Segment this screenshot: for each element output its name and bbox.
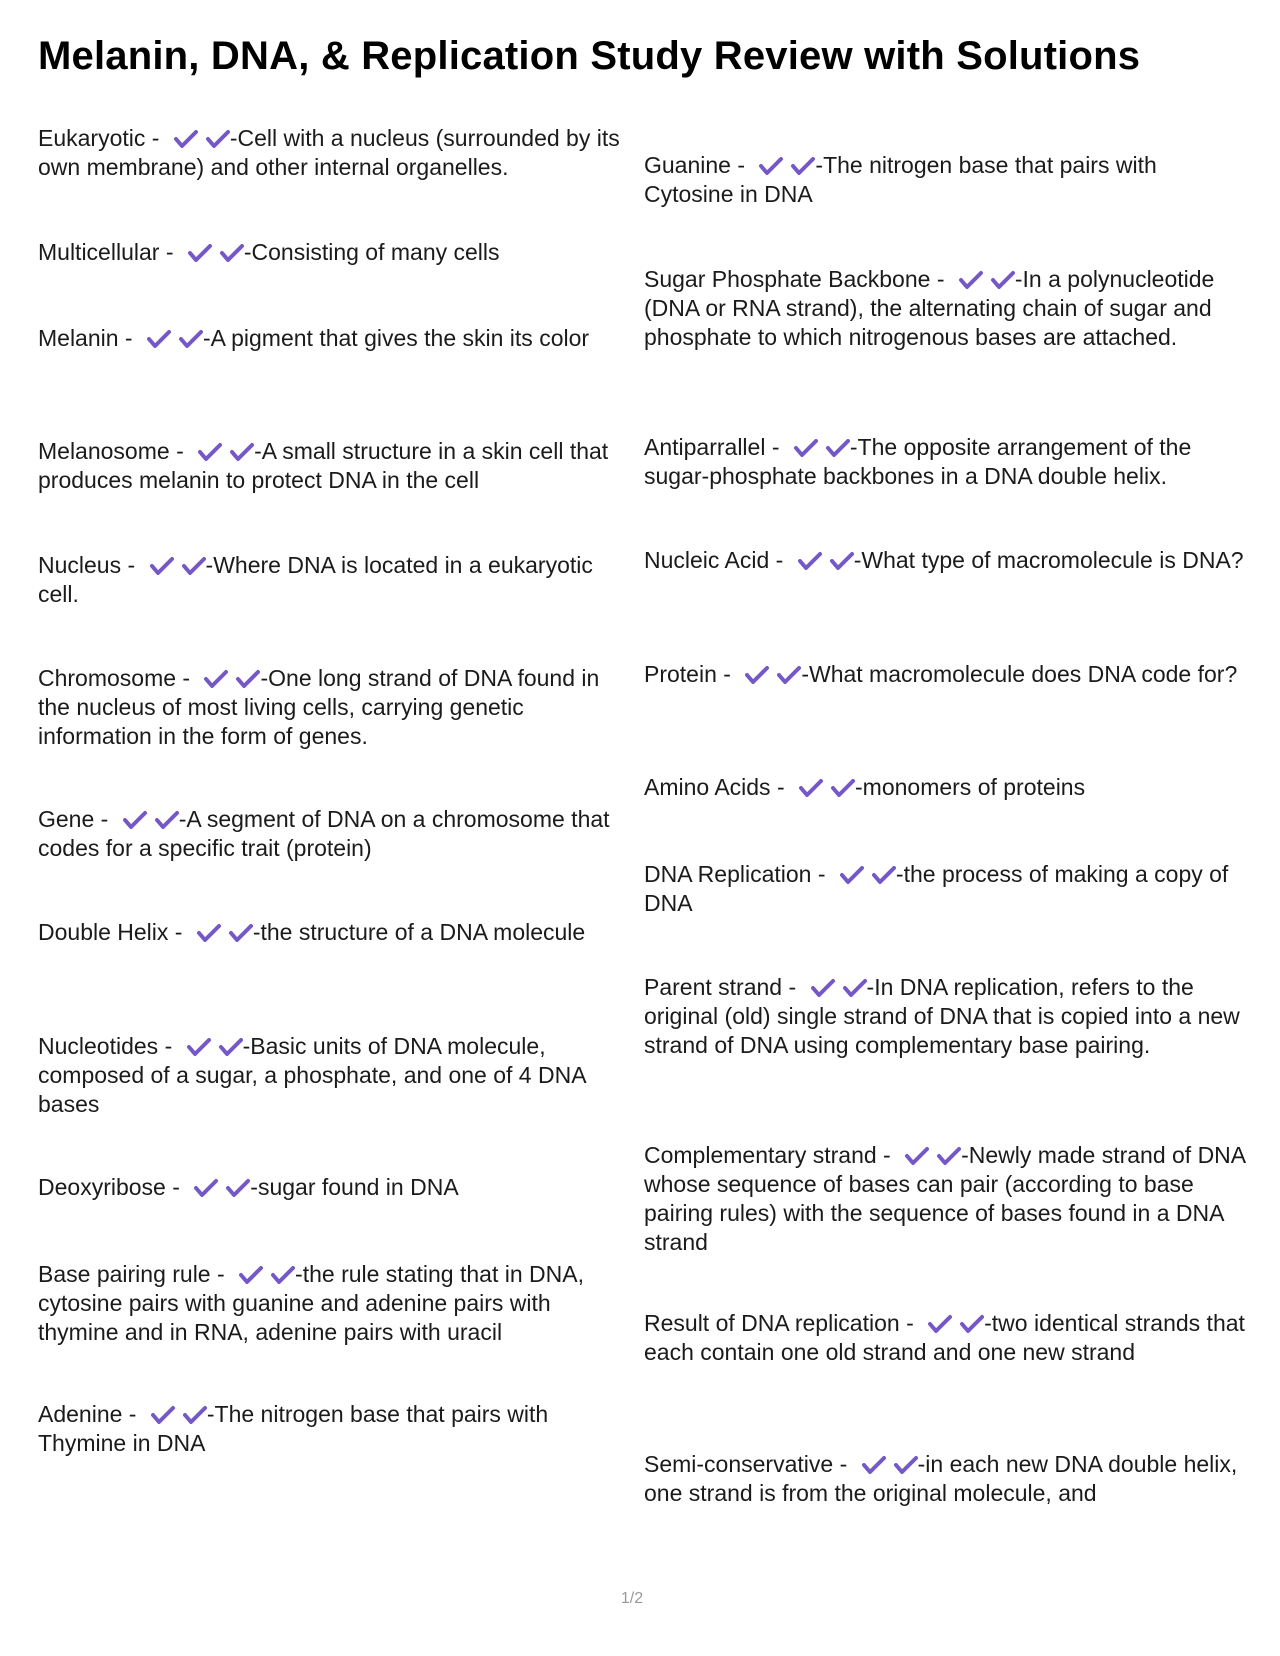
double-checkmark-icon (194, 1178, 250, 1198)
list-item (38, 551, 628, 609)
double-checkmark-icon (745, 665, 801, 685)
definition: -Consisting of many cells (243, 239, 500, 265)
definition: -Newly made strand of DNA whose sequence of bases can pair (according to base pairing rules) with the sequence of bases found in a DNA strand (644, 1142, 1245, 1255)
definition: -Cell with a nucleus (surrounded by its own membrane) and other internal organelles. (38, 125, 620, 180)
list-item (38, 1173, 628, 1202)
double-checkmark-icon (197, 923, 253, 943)
double-checkmark-icon (862, 1455, 918, 1475)
list-item (644, 265, 1248, 352)
list-item (644, 973, 1248, 1060)
list-item (38, 1260, 628, 1347)
list-item (644, 1450, 1248, 1508)
definition: -the process of making a copy of DNA (644, 861, 1229, 916)
definition: -The nitrogen base that pairs with Cytosine in DNA (644, 152, 1157, 207)
term: Guanine - (644, 152, 752, 178)
list-item (644, 151, 1248, 209)
definition: -the structure of a DNA molecule (252, 919, 586, 945)
definition: -A segment of DNA on a chromosome that codes for a specific trait (protein) (38, 806, 610, 861)
list-item (38, 1400, 628, 1458)
definition: -Where DNA is located in a eukaryotic cell. (38, 552, 593, 607)
term: Semi-conservative - (644, 1451, 854, 1477)
list-item (644, 660, 1248, 689)
definition: -What macromolecule does DNA code for? (801, 661, 1238, 687)
term: Sugar Phosphate Backbone - (644, 266, 951, 292)
double-checkmark-icon (187, 1037, 243, 1057)
list-item (644, 546, 1248, 575)
term: Chromosome - (38, 665, 197, 691)
term: Nucleus - (38, 552, 142, 578)
term: Parent strand - (644, 974, 803, 1000)
list-item (38, 664, 628, 751)
definition: -What type of macromolecule is DNA? (853, 547, 1244, 573)
list-item (644, 860, 1248, 918)
double-checkmark-icon (840, 865, 896, 885)
term: Adenine - (38, 1401, 143, 1427)
list-item (644, 1141, 1248, 1257)
list-item (38, 124, 628, 182)
term: Double Helix - (38, 919, 189, 945)
definition: -two identical strands that each contain one old strand and one new strand (644, 1310, 1245, 1365)
definition: -A pigment that gives the skin its color (202, 325, 590, 351)
double-checkmark-icon (150, 556, 206, 576)
term: Protein - (644, 661, 738, 687)
term: Amino Acids - (644, 774, 791, 800)
double-checkmark-icon (928, 1314, 984, 1334)
double-checkmark-icon (959, 270, 1015, 290)
term: Deoxyribose - (38, 1174, 187, 1200)
double-checkmark-icon (239, 1265, 295, 1285)
double-checkmark-icon (905, 1146, 961, 1166)
definition: -the rule stating that in DNA, cytosine pairs with guanine and adenine pairs with thymine and in RNA, adenine pairs with uracil (38, 1261, 584, 1345)
page-indicator: 1/2 (620, 1590, 644, 1607)
double-checkmark-icon (759, 156, 815, 176)
double-checkmark-icon (198, 442, 254, 462)
double-checkmark-icon (799, 778, 855, 798)
definition: -A small structure in a skin cell that produces melanin to protect DNA in the cell (38, 438, 609, 493)
double-checkmark-icon (188, 243, 244, 263)
definition: -In DNA replication, refers to the original (old) single strand of DNA that is copied into a new strand of DNA using complementary base pairing. (644, 974, 1240, 1058)
list-item (38, 324, 628, 353)
list-item (38, 238, 628, 267)
definition: -The nitrogen base that pairs with Thymine in DNA (38, 1401, 549, 1456)
definition: -sugar found in DNA (250, 1174, 459, 1200)
double-checkmark-icon (174, 129, 230, 149)
double-checkmark-icon (798, 551, 854, 571)
term: Melanin - (38, 325, 139, 351)
definition: -Basic units of DNA molecule, composed of a sugar, a phosphate, and one of 4 DNA bases (38, 1033, 586, 1117)
definition: -One long strand of DNA found in the nucleus of most living cells, carrying genetic information in the form of genes. (38, 665, 600, 749)
term: Eukaryotic - (38, 125, 166, 151)
definition: -In a polynucleotide (DNA or RNA strand), the alternating chain of sugar and phosphate to which nitrogenous bases are attached. (644, 266, 1215, 350)
list-item (38, 805, 628, 863)
double-checkmark-icon (204, 669, 260, 689)
term: DNA Replication - (644, 861, 832, 887)
double-checkmark-icon (147, 329, 203, 349)
term: Nucleotides - (38, 1033, 179, 1059)
term: Gene - (38, 806, 115, 832)
double-checkmark-icon (151, 1405, 207, 1425)
double-checkmark-icon (794, 438, 850, 458)
term: Complementary strand - (644, 1142, 898, 1168)
term: Base pairing rule - (38, 1261, 232, 1287)
double-checkmark-icon (123, 810, 179, 830)
list-item (38, 918, 628, 947)
list-item (38, 437, 628, 495)
definition: -in each new DNA double helix, one strand is from the original molecule, and (644, 1451, 1238, 1506)
list-item (644, 773, 1248, 802)
double-checkmark-icon (811, 978, 867, 998)
term: Melanosome - (38, 438, 191, 464)
definition: -The opposite arrangement of the sugar-phosphate backbones in a DNA double helix. (644, 434, 1192, 489)
list-item (38, 1032, 628, 1119)
term: Multicellular - (38, 239, 180, 265)
list-item (644, 1309, 1248, 1367)
page-title: Melanin, DNA, & Replication Study Review with Solutions (38, 34, 1141, 78)
list-item (644, 433, 1248, 491)
term: Result of DNA replication - (644, 1310, 921, 1336)
definition: -monomers of proteins (855, 774, 1086, 800)
term: Nucleic Acid - (644, 547, 790, 573)
term: Antiparrallel - (644, 434, 786, 460)
